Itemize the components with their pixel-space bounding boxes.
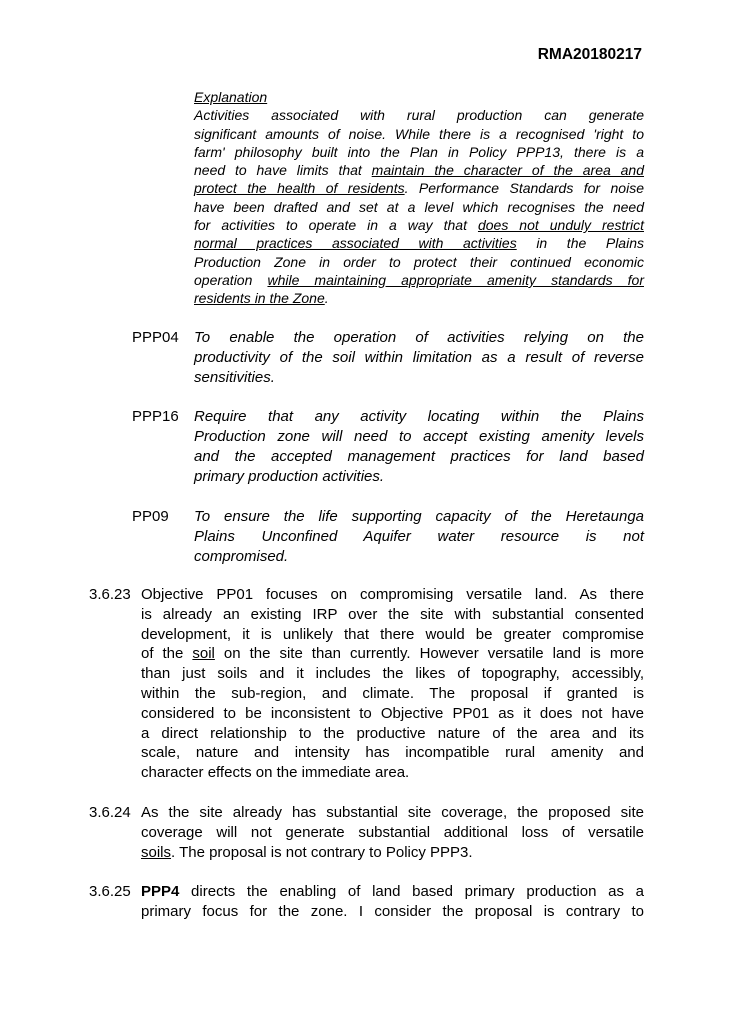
text-line: development, it is unlikely that there would be greater compromise	[141, 625, 644, 643]
policy-ppp04	[132, 328, 644, 388]
explanation-text	[194, 106, 644, 307]
text-line: Production zone will need to accept existing amenity levels	[194, 428, 644, 445]
policy-ppp16	[132, 407, 644, 487]
paragraph-3-6-23	[89, 585, 644, 783]
underlined-text: residents in the Zone	[194, 290, 325, 307]
paragraph-number: 3.6.24	[89, 804, 131, 821]
policy-text	[194, 328, 644, 388]
text-line: To ensure the life supporting capacity of the Heretaunga	[194, 508, 644, 525]
text-line: Objective PP01 focuses on compromising versatile land. As there	[141, 586, 644, 603]
text-line: primary production activities.	[194, 468, 385, 485]
text-line: operation while maintaining appropriate amenity standards for	[194, 271, 644, 288]
text-line: for activities to operate in a way that does not unduly restrict	[194, 217, 644, 234]
text-line: significant amounts of noise. While there is a recognised 'right to	[194, 125, 644, 142]
underlined-text: normal practices associated with activities	[194, 235, 517, 252]
text-line: compromised.	[194, 548, 289, 565]
paragraph-body	[141, 585, 644, 783]
policy-code: PP09	[132, 508, 169, 525]
paragraph-3-6-24	[89, 803, 644, 862]
underlined-text: while maintaining appropriate amenity standards for	[267, 271, 644, 288]
paragraph-3-6-25	[89, 882, 644, 922]
text-line: than just soils and it includes the likes of topography, accessibly,	[141, 665, 644, 683]
text-line: soils. The proposal is not contrary to Policy PPP3.	[141, 843, 473, 861]
text-line: a direct relationship to the productive nature of the area and its	[141, 724, 644, 742]
underlined-text: soil	[192, 645, 215, 663]
text-line: productivity of the soil within limitation as a result of reverse	[194, 349, 644, 366]
text-line: is already an existing IRP over the site with substantial consented	[141, 605, 644, 623]
text-line: Activities associated with rural production can generate	[194, 107, 644, 124]
text-line: considered to be inconsistent to Objective PP01 as it does not have	[141, 704, 644, 722]
text-line: residents in the Zone.	[194, 290, 329, 307]
underlined-text: soils	[141, 843, 172, 861]
policy-text	[194, 407, 644, 487]
text-line: primary focus for the zone. I consider the proposal is contrary to	[141, 902, 644, 920]
policy-pp09	[132, 507, 644, 567]
underlined-text: does not unduly restrict	[477, 217, 644, 234]
policy-code: PPP16	[132, 408, 179, 425]
text-line: PPP4 directs the enabling of land based primary production as a	[141, 883, 644, 900]
bold-text: PPP4	[141, 883, 180, 900]
text-line: need to have limits that maintain the character of the area and	[194, 162, 644, 179]
text-line: Production Zone in order to protect their continued economic	[194, 253, 644, 270]
underlined-text: maintain the character of the area and	[371, 162, 644, 179]
paragraph-body	[141, 882, 644, 922]
text-line: within the sub-region, and climate. The proposal if granted is	[141, 684, 644, 702]
text-line: farm' philosophy built into the Plan in Policy PPP13, there is a	[194, 143, 644, 160]
text-line: To enable the operation of activities relying on the	[194, 329, 644, 346]
text-line: protect the health of residents. Performance Standards for noise	[194, 180, 644, 197]
explanation-block	[194, 88, 644, 308]
policy-code: PPP04	[132, 329, 179, 346]
paragraph-body	[141, 803, 644, 862]
document-reference: RMA20180217	[537, 46, 642, 63]
text-line: Plains Unconfined Aquifer water resource is not	[194, 528, 644, 545]
policy-text	[194, 507, 644, 567]
text-line: of the soil on the site than currently. However versatile land is more	[141, 645, 644, 663]
text-line: normal practices associated with activities in the Plains	[194, 235, 644, 252]
explanation-heading: Explanation	[194, 89, 268, 105]
underlined-text: protect the health of residents	[194, 180, 405, 197]
text-line: As the site already has substantial site coverage, the proposed site	[141, 804, 644, 821]
text-line: character effects on the immediate area.	[141, 764, 410, 782]
text-line: coverage will not generate substantial additional loss of versatile	[141, 823, 644, 841]
paragraph-number: 3.6.23	[89, 586, 131, 603]
paragraph-number: 3.6.25	[89, 883, 131, 900]
text-line: have been drafted and set at a level which recognises the need	[194, 198, 644, 215]
text-line: Require that any activity locating within the Plains	[194, 408, 644, 425]
text-line: and the accepted management practices for land based	[194, 448, 644, 465]
text-line: scale, nature and intensity has incompatible rural amenity and	[141, 744, 644, 762]
text-line: sensitivities.	[194, 369, 275, 386]
